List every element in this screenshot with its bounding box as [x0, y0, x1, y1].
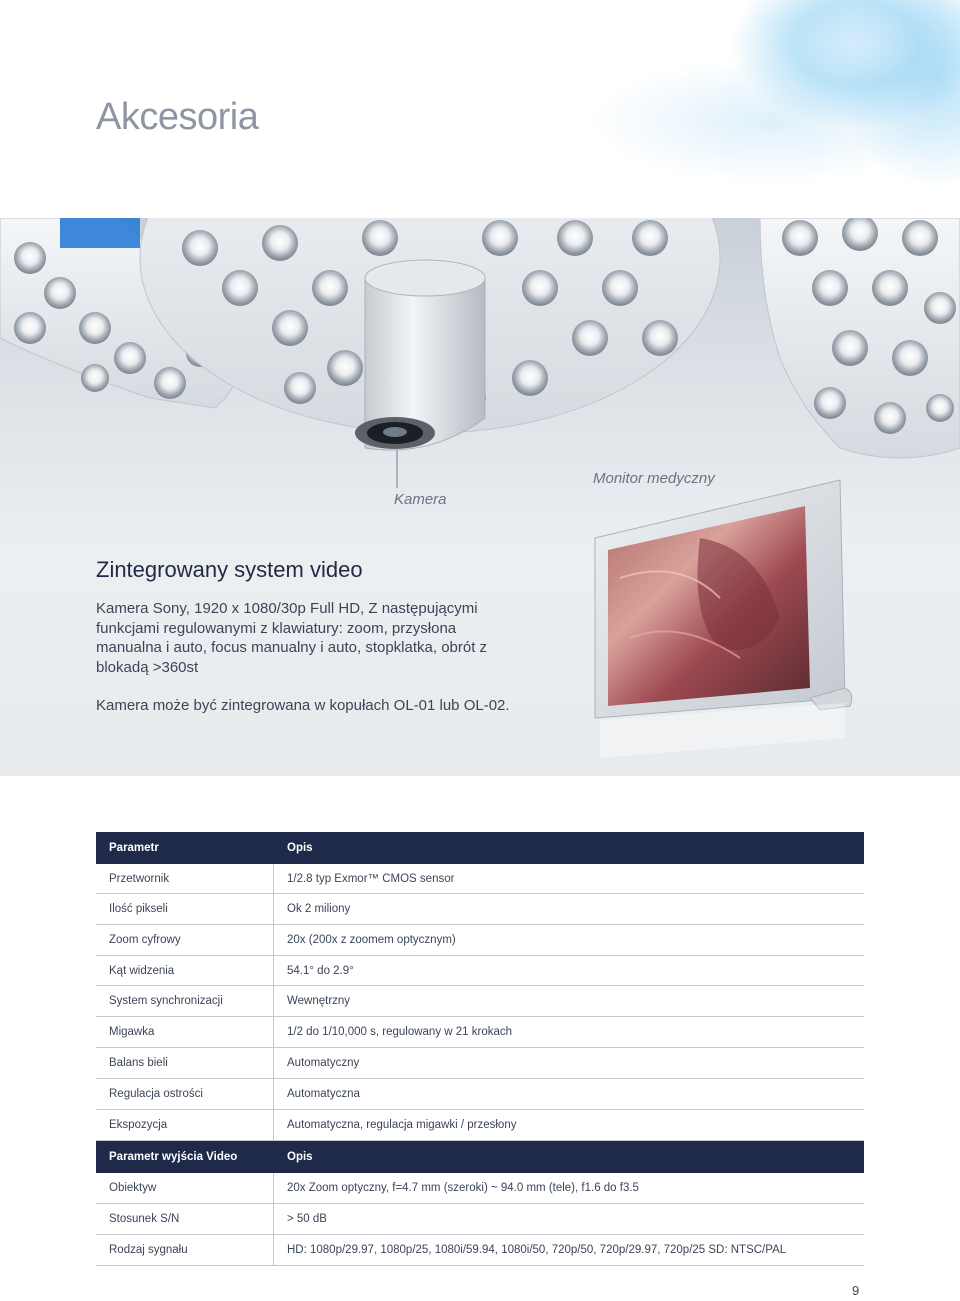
row-description: > 50 dB [274, 1204, 865, 1235]
table-row [96, 1110, 864, 1141]
row-description: HD: 1080p/29.97, 1080p/25, 1080i/59.94, 1080i/50, 720p/50, 720p/29.97, 720p/25 SD: NTSC/PAL [274, 1235, 865, 1266]
table-row [96, 986, 864, 1017]
row-parameter: Przetwornik [96, 864, 274, 894]
table-row [96, 956, 864, 986]
camera-label: Kamera [394, 491, 447, 508]
table-row [96, 1017, 864, 1048]
header-description: Opis [274, 1141, 865, 1174]
row-description: Ok 2 miliony [274, 894, 865, 925]
row-description: 1/2.8 typ Exmor™ CMOS sensor [274, 864, 865, 894]
table-row [96, 894, 864, 925]
row-parameter: Ekspozycja [96, 1110, 274, 1141]
row-parameter: Regulacja ostrości [96, 1079, 274, 1110]
table-header [96, 832, 864, 864]
table-subheader [96, 1141, 864, 1174]
page-title: Akcesoria [96, 96, 259, 138]
row-description: Automatyczny [274, 1048, 865, 1079]
table-row [96, 1079, 864, 1110]
row-description: Wewnętrzny [274, 986, 865, 1017]
header-video-parameter: Parametr wyjścia Video [96, 1141, 274, 1174]
row-parameter: Ilość pikseli [96, 894, 274, 925]
hero-image [0, 218, 960, 776]
row-parameter: Balans bieli [96, 1048, 274, 1079]
row-description: 20x Zoom optyczny, f=4.7 mm (szeroki) ~ 94.0 mm (tele), f1.6 do f3.5 [274, 1173, 865, 1204]
table-row [96, 1173, 864, 1204]
row-parameter: System synchronizacji [96, 986, 274, 1017]
row-parameter: Obiektyw [96, 1173, 274, 1204]
description-paragraph-1: Kamera Sony, 1920 x 1080/30p Full HD, Z następującymi funkcjami regulowanymi z klawiatury: zoom, przysłona manualna i auto, focus manualny i auto, stopklatka, obrót z blokadą >360st [96, 600, 488, 676]
table-row [96, 864, 864, 894]
row-parameter: Migawka [96, 1017, 274, 1048]
row-description: 54.1° do 2.9° [274, 956, 865, 986]
header-parameter: Parametr [96, 832, 274, 864]
surgical-lamp-illustration [0, 218, 960, 776]
description-paragraph-2: Kamera może być zintegrowana w kopułach OL-01 lub OL-02. [96, 697, 510, 714]
table-row [96, 1235, 864, 1266]
row-description: 20x (200x z zoomem optycznym) [274, 925, 865, 956]
specification-table [96, 832, 864, 1266]
row-description: 1/2 do 1/10,000 s, regulowany w 21 krokach [274, 1017, 865, 1048]
decorative-swirl [490, 0, 960, 220]
row-parameter: Stosunek S/N [96, 1204, 274, 1235]
row-parameter: Kąt widzenia [96, 956, 274, 986]
table-row [96, 1048, 864, 1079]
monitor-label: Monitor medyczny [593, 470, 715, 487]
row-parameter: Zoom cyfrowy [96, 925, 274, 956]
page-number: 9 [852, 1283, 860, 1298]
section-title: Zintegrowany system video [96, 557, 363, 582]
row-parameter: Rodzaj sygnału [96, 1235, 274, 1266]
header-description: Opis [274, 832, 865, 864]
table-row [96, 925, 864, 956]
row-description: Automatyczna [274, 1079, 865, 1110]
table-row [96, 1204, 864, 1235]
row-description: Automatyczna, regulacja migawki / przesłony [274, 1110, 865, 1141]
